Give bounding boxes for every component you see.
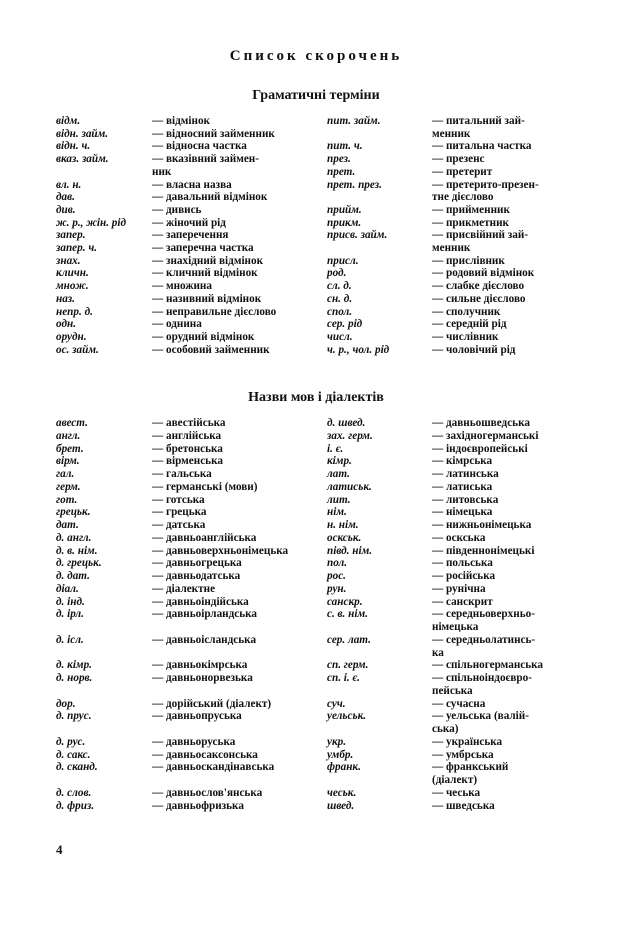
abbreviation-right: сн. д.: [327, 292, 353, 305]
abbreviation-right: кімр.: [327, 455, 352, 468]
meaning-right: — оскська: [432, 531, 486, 544]
meaning-right: — російська: [432, 570, 496, 582]
meaning-right: — індоєвропейські: [432, 442, 528, 455]
abbreviation-right: зах. герм.: [327, 429, 373, 442]
abbreviation-right: пол.: [327, 557, 348, 570]
meaning-right: — шведська: [432, 799, 495, 812]
abbreviation-left: ос. займ.: [56, 343, 99, 356]
abbreviation-left: д. сакс.: [56, 748, 91, 761]
abbreviation-left: запер.: [56, 229, 86, 242]
table-row: [0, 455, 632, 468]
abbreviation-left: непр. д.: [56, 305, 93, 318]
meaning-right: менник: [432, 242, 471, 254]
table-row: [0, 685, 632, 698]
abbreviation-right: прикм.: [327, 216, 362, 229]
abbreviation-left: гот.: [56, 493, 78, 506]
abbreviation-left: множ.: [56, 280, 89, 293]
abbreviation-right: д. швед.: [327, 417, 366, 429]
meaning-left: — давньосаксонська: [152, 748, 258, 761]
meaning-right: — прикметник: [432, 216, 509, 229]
table-row: [0, 608, 632, 621]
meaning-left: — жіночий рід: [152, 216, 226, 229]
meaning-left: — готська: [152, 493, 205, 506]
meaning-right: — слабке дієслово: [432, 280, 525, 293]
meaning-left: — давньопруська: [152, 710, 242, 723]
meaning-left: — заперечення: [152, 229, 229, 242]
table-row: [0, 723, 632, 736]
meaning-left: — множина: [152, 280, 212, 293]
meaning-right: тне дієслово: [432, 191, 494, 204]
abbreviation-left: ж. р., жін. рід: [56, 216, 127, 229]
abbreviation-right: с. в. нім.: [327, 608, 368, 621]
meaning-left: — заперечна частка: [152, 242, 254, 254]
table-row: [0, 634, 632, 647]
abbreviation-right: півд. нім.: [327, 544, 373, 557]
abbreviation-right: франк.: [327, 761, 361, 774]
meaning-right: — санскрит: [432, 595, 493, 608]
abbreviation-left: вірм.: [56, 455, 80, 468]
abbreviation-left: дав.: [56, 191, 75, 204]
abbreviation-left: запер. ч.: [56, 242, 98, 254]
table-row: [0, 430, 632, 443]
meaning-right: — прийменник: [432, 203, 510, 216]
table-row: [0, 217, 632, 230]
abbreviation-right: сп. герм.: [327, 659, 369, 672]
table-row: [0, 229, 632, 242]
meaning-left: — особовий займенник: [152, 343, 270, 356]
abbreviation-left: кличн.: [56, 267, 89, 280]
meaning-left: — авестійська: [152, 417, 226, 429]
meaning-left: — давньоіндійська: [152, 595, 249, 608]
meaning-left: — давньоанглійська: [152, 531, 257, 544]
meaning-right: ка: [432, 646, 444, 659]
abbreviation-left: знах.: [56, 254, 81, 267]
meaning-right: — польська: [432, 557, 493, 570]
meaning-left: — датська: [152, 519, 206, 531]
meaning-left: — відмінок: [152, 115, 211, 127]
abbreviation-right: род.: [327, 267, 347, 280]
table-row: [0, 306, 632, 319]
meaning-left: — давньоверхньонімецька: [152, 544, 289, 557]
meaning-right: — українська: [432, 735, 503, 748]
abbreviation-right: сер. рід: [327, 318, 363, 331]
meaning-right: — уельська (валій-: [432, 710, 529, 723]
meaning-right: — претерито-презен-: [432, 178, 539, 191]
table-row: [0, 140, 632, 153]
abbreviation-right: през.: [327, 153, 351, 166]
table-row: [0, 331, 632, 344]
table-row: [0, 255, 632, 268]
meaning-left: — вказівний займен-: [152, 153, 259, 166]
table-row: [0, 191, 632, 204]
meaning-left: — давньонорвезька: [152, 672, 253, 684]
abbreviation-right: прет.: [327, 165, 356, 178]
abbreviation-right: присл.: [327, 254, 359, 267]
table-row: [0, 468, 632, 481]
meaning-right: — питальна частка: [432, 140, 532, 153]
abbreviation-right: лит.: [327, 493, 351, 506]
abbreviation-left: д. дат.: [56, 570, 90, 582]
table-row: [0, 749, 632, 762]
meaning-left: — давньоісландська: [152, 633, 257, 646]
meaning-left: — германські (мови): [152, 480, 258, 493]
abbreviation-right: умбр.: [327, 748, 354, 761]
meaning-right: — давньошведська: [432, 417, 530, 429]
table-row: [0, 179, 632, 192]
abbreviation-left: одн.: [56, 318, 77, 331]
abbreviation-left: герм.: [56, 480, 81, 493]
abbreviation-right: пит. ч.: [327, 140, 363, 153]
table-row: [0, 115, 632, 128]
table-row: [0, 532, 632, 545]
meaning-right: — рунічна: [432, 582, 486, 595]
abbreviation-right: сл. д.: [327, 280, 352, 293]
table-row: [0, 166, 632, 179]
meaning-left: — вірменська: [152, 455, 223, 468]
abbreviation-right: спол.: [327, 305, 353, 318]
abbreviation-left: д. норв.: [56, 672, 93, 684]
meaning-right: — прислівник: [432, 254, 505, 267]
meaning-left: — гальська: [152, 468, 212, 480]
abbreviation-right: сер. лат.: [327, 633, 371, 646]
meaning-left: — бретонська: [152, 442, 223, 455]
abbreviation-left: д. інд.: [56, 595, 85, 608]
abbreviation-left: брет.: [56, 442, 84, 455]
meaning-right: — чеська: [432, 786, 481, 799]
meaning-left: — давньоірландська: [152, 608, 258, 621]
abbreviation-right: прет. през.: [327, 178, 382, 191]
abbreviation-left: д. кімр.: [56, 659, 92, 672]
abbreviation-right: укр.: [327, 735, 347, 748]
meaning-left: — відносний займенник: [152, 127, 275, 140]
table-row: [0, 557, 632, 570]
table-row: [0, 153, 632, 166]
meaning-right: — сильне дієслово: [432, 292, 526, 305]
meaning-right: — нижньонімецька: [432, 519, 532, 531]
abbreviation-right: суч.: [327, 697, 346, 710]
table-row: [0, 481, 632, 494]
abbreviation-left: наз.: [56, 292, 75, 305]
meaning-right: — середньолатинсь-: [432, 633, 536, 646]
abbreviation-right: і. є.: [327, 442, 344, 455]
abbreviation-right: швед.: [327, 799, 355, 812]
abbreviation-right: рун.: [327, 582, 347, 595]
table-row: [0, 318, 632, 331]
table-row: [0, 583, 632, 596]
table-row: [0, 787, 632, 800]
abbreviation-left: див.: [56, 203, 76, 216]
abbreviation-left: грецьк.: [56, 506, 91, 519]
section-title-languages: Назви мов і діалектів: [248, 390, 384, 405]
table-row: [0, 647, 632, 660]
abbreviation-right: латиськ.: [327, 480, 372, 493]
meaning-right: — питальний зай-: [432, 115, 525, 127]
meaning-right: — презенс: [432, 153, 485, 166]
meaning-right: менник: [432, 127, 471, 140]
table-row: [0, 659, 632, 672]
table-row: [0, 128, 632, 141]
section-title-grammar: Граматичні терміни: [252, 88, 380, 103]
table-row: [0, 267, 632, 280]
abbreviation-right: ч. р., чол. рід: [327, 343, 390, 356]
abbreviation-right: лат.: [327, 468, 350, 480]
table-row: [0, 761, 632, 774]
abbreviation-left: д. в. нім.: [56, 544, 98, 557]
meaning-right: — сполучник: [432, 305, 501, 318]
abbreviation-left: орудн.: [56, 330, 87, 343]
meaning-right: — умбрська: [432, 748, 494, 761]
meaning-right: — родовий відмінок: [432, 267, 535, 280]
abbreviation-left: відн. займ.: [56, 127, 109, 140]
meaning-right: — західногерманські: [432, 429, 539, 442]
meaning-right: — спільногерманська: [432, 659, 544, 672]
meaning-right: — чоловічий рід: [432, 343, 516, 356]
abbreviation-left: англ.: [56, 429, 81, 442]
abbreviation-left: гал.: [56, 468, 75, 480]
abbreviation-right: уельськ.: [327, 710, 367, 723]
abbreviation-right: пит. займ.: [327, 115, 381, 127]
meaning-left: — дивись: [152, 203, 202, 216]
abbreviation-left: дат.: [56, 519, 79, 531]
table-row: [0, 736, 632, 749]
meaning-left: — давньокімрська: [152, 659, 248, 672]
abbreviation-right: сп. і. є.: [327, 672, 360, 684]
table-row: [0, 710, 632, 723]
meaning-left: — неправильне дієслово: [152, 305, 277, 318]
meaning-right: — середній рід: [432, 318, 507, 331]
meaning-left: — давньодатська: [152, 570, 241, 582]
table-row: [0, 596, 632, 609]
meaning-right: ська): [432, 723, 459, 735]
table-row: [0, 545, 632, 558]
abbreviation-left: вказ. займ.: [56, 153, 109, 166]
meaning-left: — давньоскандінавська: [152, 761, 275, 774]
meaning-left: — дорійський (діалект): [152, 697, 272, 710]
meaning-right: (діалект): [432, 774, 478, 786]
meaning-right: пейська: [432, 684, 473, 697]
table-row: [0, 204, 632, 217]
abbreviation-right: присв. займ.: [327, 229, 388, 242]
abbreviation-right: рос.: [327, 570, 346, 582]
abbreviation-right: нім.: [327, 506, 347, 519]
table-row: [0, 443, 632, 456]
abbreviation-left: відн. ч.: [56, 140, 91, 153]
abbreviation-left: д. фриз.: [56, 799, 95, 812]
meaning-right: — франкський: [432, 761, 509, 774]
table-row: [0, 698, 632, 711]
meaning-right: — спільноіндоєвро-: [432, 672, 532, 684]
meaning-left: — діалектне: [152, 582, 216, 595]
meaning-left: — однина: [152, 318, 202, 331]
abbreviation-left: д. ірл.: [56, 608, 84, 621]
abbreviation-left: вл. н.: [56, 178, 82, 191]
meaning-left: — давньофризька: [152, 799, 244, 812]
page-title: Список скорочень: [229, 48, 403, 64]
abbreviation-right: прийм.: [327, 203, 362, 216]
table-row: [0, 570, 632, 583]
abbreviation-left: діал.: [56, 582, 79, 595]
table-row: [0, 242, 632, 255]
meaning-right: — кімрська: [432, 455, 493, 468]
meaning-right: німецька: [432, 621, 479, 633]
table-row: [0, 621, 632, 634]
abbreviation-left: д. англ.: [56, 531, 92, 544]
meaning-right: — литовська: [432, 493, 499, 506]
meaning-left: — давньоруська: [152, 735, 236, 748]
abbreviation-right: числ.: [327, 330, 353, 343]
table-row: [0, 519, 632, 532]
meaning-right: — латинська: [432, 468, 499, 480]
meaning-right: — присвійний зай-: [432, 229, 529, 242]
table-row: [0, 800, 632, 813]
meaning-right: — південнонімецькі: [432, 544, 535, 557]
table-row: [0, 774, 632, 787]
meaning-left: — грецька: [152, 506, 207, 519]
abbreviation-left: д. сканд.: [56, 761, 98, 774]
abbreviation-left: авест.: [56, 417, 88, 429]
page-number: 4: [56, 842, 63, 857]
abbreviation-right: санскр.: [327, 595, 363, 608]
meaning-left: — кличний відмінок: [152, 267, 258, 280]
meaning-left: — власна назва: [152, 178, 232, 191]
meaning-left: — давальний відмінок: [152, 191, 268, 204]
meaning-left: — відносна частка: [152, 140, 247, 153]
meaning-right: — німецька: [432, 506, 493, 519]
meaning-right: — числівник: [432, 330, 499, 343]
meaning-left: — давньогрецька: [152, 557, 242, 570]
abbreviation-left: відм.: [56, 115, 81, 127]
abbreviation-right: чеськ.: [327, 786, 357, 799]
meaning-left: — давньослов'янська: [152, 786, 263, 799]
table-row: [0, 506, 632, 519]
meaning-right: — сучасна: [432, 697, 486, 710]
meaning-left: — англійська: [152, 429, 222, 442]
meaning-left: — називний відмінок: [152, 292, 262, 305]
abbreviation-left: д. ісл.: [56, 633, 84, 646]
abbreviation-left: д. рус.: [56, 735, 86, 748]
abbreviation-right: оскськ.: [327, 531, 362, 544]
meaning-right: — латиська: [432, 480, 493, 493]
meaning-left: ник: [152, 165, 172, 178]
abbreviation-left: д. прус.: [56, 710, 92, 723]
table-row: [0, 672, 632, 685]
meaning-left: — знахідний відмінок: [152, 254, 264, 267]
abbreviation-left: д. грецьк.: [56, 557, 102, 570]
abbreviation-right: н. нім.: [327, 519, 359, 531]
abbreviation-left: д. слов.: [56, 786, 92, 799]
table-row: [0, 293, 632, 306]
meaning-right: — претерит: [432, 165, 493, 178]
table-row: [0, 344, 632, 357]
meaning-right: — середньоверхньо-: [432, 608, 535, 621]
meaning-left: — орудний відмінок: [152, 330, 255, 343]
abbreviation-left: дор.: [56, 697, 76, 710]
table-row: [0, 417, 632, 430]
table-row: [0, 494, 632, 507]
table-row: [0, 280, 632, 293]
